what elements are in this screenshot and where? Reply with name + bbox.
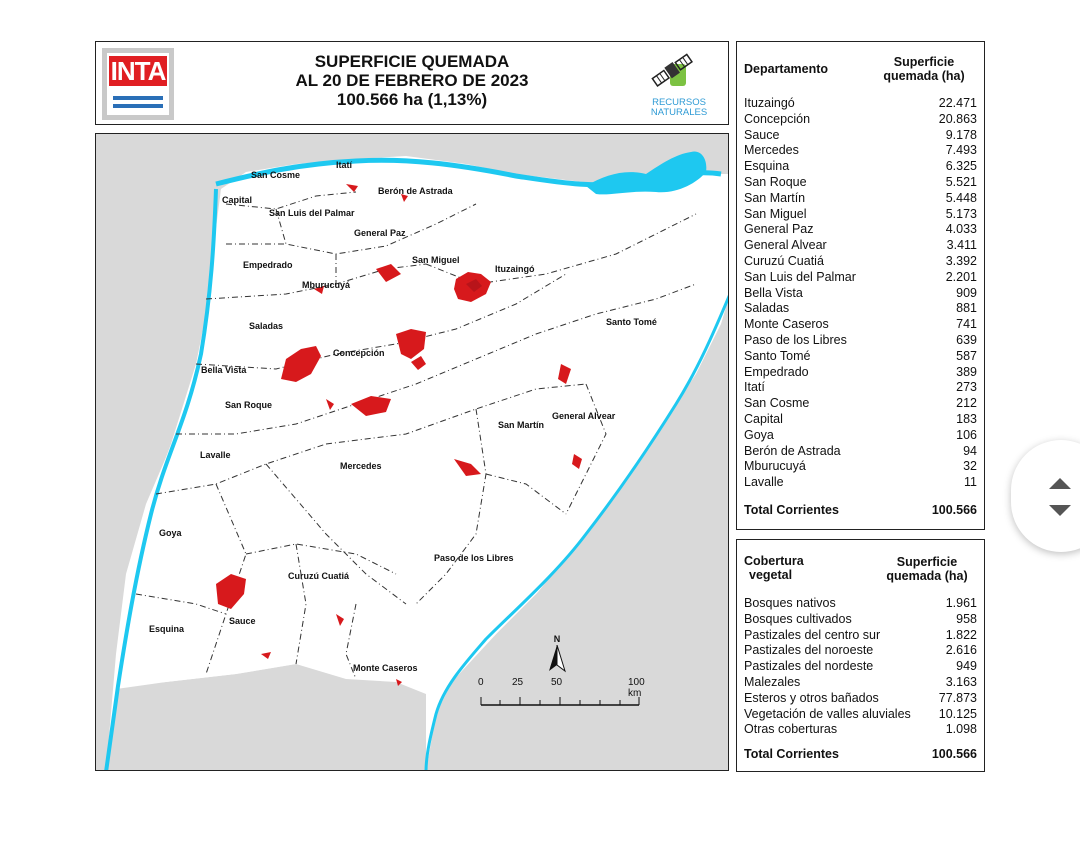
inta-logo-text: INTA — [110, 56, 166, 86]
burned-area-map — [95, 133, 729, 771]
veg-table-row-name: Pastizales del nordeste — [744, 659, 874, 674]
veg-table-row — [744, 675, 977, 691]
rn-logo-line-1: RECURSOS — [652, 97, 706, 108]
dept-table-row-name: General Paz — [744, 222, 814, 237]
veg-table-row-value: 1.098 — [945, 722, 977, 737]
dept-label: Empedrado — [243, 260, 293, 270]
dept-table-row-name: San Roque — [744, 174, 807, 189]
veg-table-row-value: 2.616 — [945, 643, 977, 658]
dept-label: General Alvear — [552, 411, 616, 421]
veg-table-row-name: Malezales — [744, 674, 801, 689]
dept-table-row-value: 4.033 — [945, 222, 977, 237]
title-line-3: 100.566 ha (1,13%) — [336, 90, 488, 109]
dept-table-col2-header-line2: quemada (ha) — [883, 69, 965, 83]
dept-label: Sauce — [229, 616, 256, 626]
map-title — [96, 52, 728, 109]
veg-table-row — [744, 612, 977, 628]
veg-table-row-value: 10.125 — [938, 706, 977, 721]
dept-table-row-value: 909 — [956, 285, 977, 300]
recursos-naturales-logo — [640, 46, 718, 122]
veg-table-row-value: 949 — [956, 659, 977, 674]
dept-table-col2-header — [874, 55, 974, 83]
dept-table-row-value: 22.471 — [938, 96, 977, 110]
dept-total-label: Total Corrientes — [744, 503, 839, 517]
scale-tick-50: 50 — [551, 677, 563, 688]
dept-table-row-name: General Alvear — [744, 238, 827, 253]
dept-label: San Cosme — [251, 170, 301, 180]
dept-table-row-name: Saladas — [744, 301, 790, 316]
veg-table-col2-header-line1: Superficie — [896, 555, 958, 569]
dept-table-row-name: Concepción — [744, 111, 811, 126]
scroll-down-icon[interactable] — [1049, 505, 1071, 516]
scroll-up-icon[interactable] — [1049, 478, 1071, 489]
dept-table-row-value: 741 — [956, 317, 977, 332]
north-arrow-icon — [546, 645, 568, 673]
veg-table-col1-header-line1: Cobertura — [744, 554, 804, 568]
veg-table-row-value: 77.873 — [938, 690, 977, 705]
dept-label: San Martín — [498, 420, 545, 430]
rn-logo-line-2: NATURALES — [650, 107, 708, 118]
dept-table-row-value: 5.521 — [945, 174, 977, 189]
dept-table-row-name: Goya — [744, 427, 774, 442]
dept-label: Paso de los Libres — [434, 553, 514, 563]
dept-table-row — [744, 380, 977, 396]
veg-table-row-name: Bosques cultivados — [744, 611, 852, 626]
dept-label: Ituzaingó — [495, 264, 535, 274]
dept-table-row — [744, 270, 977, 286]
corrientes-map-svg — [96, 134, 729, 771]
dept-table-row — [744, 191, 977, 207]
veg-table-row-name: Pastizales del noroeste — [744, 643, 874, 658]
dept-label: San Miguel — [412, 255, 460, 265]
veg-table-col2-header — [877, 555, 977, 583]
dept-table-row-value: 3.411 — [946, 238, 977, 253]
scale-tick-100: 100 km — [628, 677, 645, 699]
veg-total-value: 100.566 — [931, 747, 977, 761]
dept-label: San Roque — [225, 400, 273, 410]
dept-table-row-name: Lavalle — [744, 475, 784, 490]
dept-table-row — [744, 96, 977, 112]
dept-table-row — [744, 143, 977, 159]
dept-table-row-name: San Martín — [744, 190, 806, 205]
dept-label: Curuzú Cuatiá — [288, 571, 350, 581]
dept-table-row — [744, 459, 977, 475]
dept-table-row-name: Ituzaingó — [744, 96, 795, 110]
dept-table-row-value: 5.448 — [945, 190, 977, 205]
veg-table-row-name: Pastizales del centro sur — [744, 627, 881, 642]
veg-table-row — [744, 628, 977, 644]
dept-table-row-name: Sauce — [744, 127, 780, 142]
veg-table-row-name: Bosques nativos — [744, 596, 836, 610]
scale-tick-0: 0 — [478, 677, 484, 688]
north-arrow — [546, 634, 568, 672]
dept-table-total — [744, 503, 977, 517]
veg-table-row-name: Otras coberturas — [744, 722, 838, 737]
veg-total-label: Total Corrientes — [744, 747, 839, 761]
dept-table-row-name: Santo Tomé — [744, 348, 811, 363]
dept-table-row — [744, 128, 977, 144]
dept-table-row-value: 3.392 — [945, 253, 977, 268]
dept-table-row-name: San Luis del Palmar — [744, 269, 856, 284]
dept-table-row — [744, 428, 977, 444]
dept-table-row-name: San Miguel — [744, 206, 807, 221]
dept-table-row-value: 11 — [964, 475, 977, 490]
dept-table-row — [744, 444, 977, 460]
dept-table-row — [744, 349, 977, 365]
veg-table-row — [744, 596, 977, 612]
dept-total-value: 100.566 — [931, 503, 977, 517]
dept-label: General Paz — [354, 228, 406, 238]
dept-table-row-name: Mburucuyá — [744, 459, 806, 474]
dept-label: Bella Vista — [201, 365, 247, 375]
dept-table-row-name: Monte Caseros — [744, 317, 829, 332]
dept-table-row — [744, 333, 977, 349]
scale-tick-25: 25 — [512, 677, 524, 688]
dept-table-col2-header-line1: Superficie — [893, 55, 955, 69]
dept-table-row — [744, 365, 977, 381]
dept-label: San Luis del Palmar — [269, 208, 355, 218]
dept-label: Mercedes — [340, 461, 382, 471]
vegetation-table — [736, 539, 985, 772]
dept-label: Monte Caseros — [353, 663, 418, 673]
dept-table-row-name: Esquina — [744, 159, 790, 174]
dept-table-row-name: Capital — [744, 411, 783, 426]
title-line-1: SUPERFICIE QUEMADA — [314, 52, 510, 71]
satellite-icon — [640, 46, 718, 98]
dept-table-row-value: 587 — [956, 348, 977, 363]
veg-table-col1-header-line2: vegetal — [749, 568, 793, 582]
dept-table-row — [744, 207, 977, 223]
dept-table-row — [744, 317, 977, 333]
veg-table-col1-header — [744, 554, 824, 582]
dept-label: Itatí — [336, 160, 353, 170]
title-line-2: AL 20 DE FEBRERO DE 2023 — [295, 71, 529, 90]
dept-table-rows — [744, 96, 977, 491]
scroll-widget[interactable] — [1011, 440, 1080, 552]
dept-label: Mburucuyá — [302, 280, 351, 290]
dept-table-row-name: Berón de Astrada — [744, 443, 841, 458]
department-table — [736, 41, 985, 530]
scale-bar-graphic — [480, 695, 650, 709]
dept-table-row-value: 212 — [956, 396, 977, 411]
veg-table-row — [744, 659, 977, 675]
dept-table-row — [744, 238, 977, 254]
dept-table-row-name: Curuzú Cuatiá — [744, 253, 824, 268]
dept-table-row — [744, 112, 977, 128]
dept-table-row-value: 94 — [963, 443, 977, 458]
dept-table-row — [744, 159, 977, 175]
dept-table-row-name: Bella Vista — [744, 285, 803, 300]
veg-table-row — [744, 643, 977, 659]
scale-bar — [478, 677, 658, 717]
dept-table-row — [744, 254, 977, 270]
veg-table-rows — [744, 596, 977, 738]
dept-label: Esquina — [149, 624, 185, 634]
dept-table-row-value: 106 — [956, 427, 977, 442]
veg-table-total — [744, 747, 977, 761]
dept-table-row-name: Mercedes — [744, 143, 799, 158]
dept-table-row — [744, 286, 977, 302]
veg-table-row-value: 1.822 — [945, 627, 977, 642]
dept-table-row — [744, 175, 977, 191]
dept-label: Berón de Astrada — [378, 186, 453, 196]
dept-table-row-value: 5.173 — [945, 206, 977, 221]
veg-table-row-value: 1.961 — [945, 596, 977, 610]
veg-table-row — [744, 707, 977, 723]
dept-label: Santo Tomé — [606, 317, 657, 327]
dept-table-row-value: 20.863 — [938, 111, 977, 126]
dept-table-row — [744, 412, 977, 428]
dept-label: Saladas — [249, 321, 284, 331]
veg-table-col2-header-line2: quemada (ha) — [886, 569, 968, 583]
dept-table-row-name: Empedrado — [744, 364, 809, 379]
dept-table-row-value: 32 — [963, 459, 977, 474]
dept-label: Capital — [222, 195, 253, 205]
dept-label: Goya — [159, 528, 182, 538]
dept-table-row-name: San Cosme — [744, 396, 810, 411]
dept-table-row — [744, 301, 977, 317]
dept-table-row-value: 2.201 — [945, 269, 977, 284]
veg-table-row — [744, 691, 977, 707]
dept-table-row-name: Itatí — [744, 380, 765, 395]
dept-table-row — [744, 396, 977, 412]
dept-label: Lavalle — [200, 450, 231, 460]
map-header — [95, 41, 729, 125]
dept-table-row-value: 639 — [956, 332, 977, 347]
dept-table-col1-header: Departamento — [744, 62, 829, 76]
veg-table-row-name: Vegetación de valles aluviales — [744, 706, 911, 721]
dept-table-row-value: 389 — [956, 364, 977, 379]
dept-table-row-name: Paso de los Libres — [744, 332, 847, 347]
north-label: N — [553, 634, 561, 644]
veg-table-row — [744, 722, 977, 738]
dept-label: Concepción — [333, 348, 385, 358]
dept-table-row-value: 9.178 — [945, 127, 977, 142]
dept-table-row-value: 183 — [956, 411, 977, 426]
veg-table-row-value: 958 — [956, 611, 977, 626]
dept-table-row-value: 6.325 — [945, 159, 977, 174]
dept-table-row-value: 881 — [956, 301, 977, 316]
dept-table-row — [744, 222, 977, 238]
dept-table-row — [744, 475, 977, 491]
dept-table-row-value: 7.493 — [945, 143, 977, 158]
dept-table-row-value: 273 — [956, 380, 977, 395]
veg-table-row-name: Esteros y otros bañados — [744, 690, 879, 705]
veg-table-row-value: 3.163 — [945, 674, 977, 689]
